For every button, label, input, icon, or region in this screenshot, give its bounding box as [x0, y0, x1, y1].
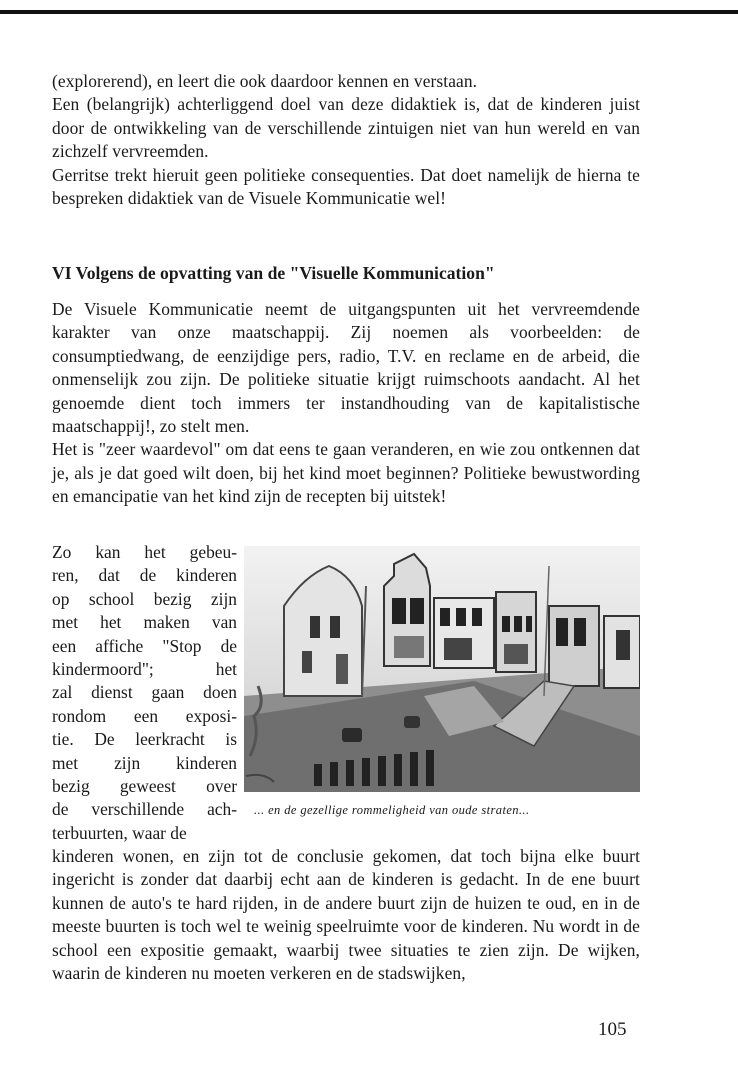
paragraph-2	[52, 298, 640, 509]
paragraph-1	[52, 70, 640, 210]
wrap-line: de verschillende ach-	[52, 799, 237, 820]
page-number: 105	[598, 1019, 627, 1040]
wrap-line: bezig geweest over	[52, 776, 237, 797]
paragraph-2-part-1: De Visuele Kommunicatie neemt de uitgangspunten uit het vervreemdende karakter van onze maatschappij. Zij noemen als voorbeelden: de consumptiedwang, de eenzijdige pers, radio, T.V. en reclame en de arbeid, die onmenselijk zou zijn. De politieke situatie krijgt ruimschoots aandacht. Al het genoemde dient toch immers ter instandhouding van de kapitalistische maatschappij!, zo stelt men.	[52, 299, 640, 437]
paragraph-1-sentence-2: Een (belangrijk) achterliggend doel van deze didaktiek is, dat de kinderen juist door de ontwikkeling van de verschillende zintuigen niet van hun wereld en van zichzelf vervreemden.	[52, 94, 640, 162]
street-model-photo	[244, 546, 640, 792]
wrap-line: met het maken van	[52, 612, 237, 633]
wrap-line: op school bezig zijn	[52, 588, 237, 609]
wrap-line: met zijn kinderen	[52, 752, 237, 773]
figure-caption: ... en de gezellige rommeligheid van oude straten...	[254, 803, 530, 817]
wrap-line: terbuurten, waar de	[52, 822, 187, 843]
paragraph-3: kinderen wonen, en zijn tot de conclusie gekomen, dat toch bijna elke buurt ingericht is zonder dat daarbij echt aan de kinderen is gedacht. In de ene buurt kunnen de auto's te hard rijden, in de andere buurt zijn de huizen te oud, en in de meeste buurten is toch wel te weinig speelruimte voor de kinderen. Nu wordt in de school een expositie gemaakt, waarbij twee situaties te zien zijn. De wijken, waarin de kinderen nu moeten verkeren en de stadswijken,	[52, 846, 640, 984]
wrap-line: tie. De leerkracht is	[52, 729, 237, 750]
paragraph-1-line-1: (explorerend), en leert die ook daardoor kennen en verstaan.	[52, 71, 478, 91]
wrap-line: Zo kan het gebeu-	[52, 542, 237, 562]
street-model-illustration	[244, 546, 640, 792]
top-rule	[0, 10, 738, 14]
wrap-line: zal dienst gaan doen	[52, 682, 237, 703]
section-heading: VI Volgens de opvatting van de "Visuelle Kommunication"	[52, 263, 495, 283]
wrap-line: kindermoord"; het	[52, 659, 237, 680]
paragraph-1-sentence-3: Gerritse trekt hieruit geen politieke consequenties. Dat doet namelijk de hierna te bespreken didaktiek van de Visuele Kommunicatie wel!	[52, 164, 640, 209]
paragraph-2-part-2: Het is "zeer waardevol" om dat eens te gaan veranderen, en wie zou ontkennen dat je, als je dat goed wilt doen, bij het kind moet beginnen? Politieke bewustwording en emancipatie van het kind zijn de recepten bij uitstek!	[52, 439, 640, 507]
wrap-line: een affiche "Stop de	[52, 635, 237, 656]
wrap-line: ren, dat de kinderen	[52, 565, 237, 586]
wrapped-text-column	[52, 541, 237, 845]
wrap-line: rondom een exposi-	[52, 705, 237, 726]
